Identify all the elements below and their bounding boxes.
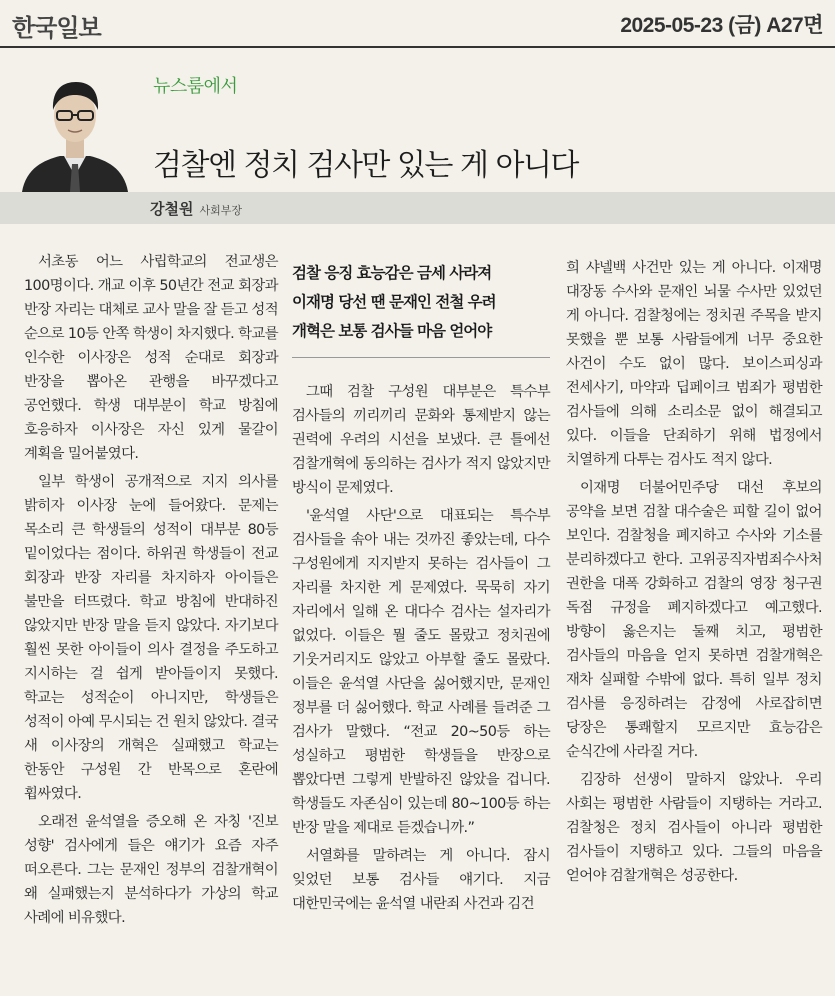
paragraph: 이재명 더불어민주당 대선 후보의 공약을 보면 검찰 대수술은 피할 길이 없어 보인다. 검찰청을 폐지하고 수사와 기소를 분리하겠다고 한다. 고위공직자범죄수사처 권한을 대폭 강화하고 검찰의 영장 청구권 독점 규정을 폐지하겠다고 예고했다. 방향이 옳은지는 둘째 치고, 평범한 검사들의 마음을 얻지 못하면 검찰개혁은 재차 실패할 수밖에 없다. 특히 일부 정치 검사를 응징하려는 감정에 사로잡히면 당장은 통쾌할지 모르지만 효능감은 순식간에 사라질 거다. xyxy=(566,480,822,760)
paragraph: 희 샤넬백 사건만 있는 게 아니다. 이재명 대장동 수사와 문재인 뇌물 수사만 있었던 게 아니다. 검찰청에는 정치권 주목을 받지 못했을 뿐 보통 사람들에게 너무 중요한 사건이 수도 없이 많다. 보이스피싱과 전세사기, 마약과 딥페이크 범죄가 평범한 검사들에 의해 소리소문 없이 해결되고 있다. 이들을 단죄하기 위해 법정에서 치열하게 다투는 검사도 적지 않다. xyxy=(566,260,822,468)
author-role: 사회부장 xyxy=(199,204,242,217)
paragraph: 일부 학생이 공개적으로 지지 의사를 밝히자 이사장 눈에 들어왔다. 문제는 목소리 큰 학생들의 성적이 대부분 80등 밑이었다는 점이다. 하위권 학생들이 전교 회장과 반장 자리를 차지하자 아이들은 불만을 터뜨렸다. 학교 방침에 반대하진 않았지만 반장 말을 듣지 않았다. 자기보다 훨씬 못한 아이들이 의사 결정을 주도하고 지시하는 걸 쉽게 받아들이지 못했다. 학교는 성적순이 아니지만, 학생들은 성적이 아예 무시되는 건 원치 않았다. 결국 새 이사장의 개혁은 실패했고 학교는 한동안 구성원 간 반목으로 혼란에 휩싸였다. xyxy=(24,474,278,802)
subheadline-line: 이재명 당선 땐 문재인 전철 우려 xyxy=(292,292,496,311)
article-column-2 xyxy=(292,258,550,920)
issue-date-page: 2025-05-23 (금) A27면 xyxy=(620,14,823,37)
subheadline xyxy=(292,258,550,358)
byline xyxy=(150,198,242,219)
header-divider xyxy=(0,46,835,48)
paragraph: 오래전 윤석열을 증오해 온 자칭 '진보 성향' 검사에게 들은 얘기가 요즘 자주 떠오른다. 그는 문재인 정부의 검찰개혁이 왜 실패했는지 분석하다가 가상의 학교 사례에 비유했다. xyxy=(24,814,278,926)
article-column-3 xyxy=(566,256,822,892)
paragraph: 서열화를 말하려는 게 아니다. 잠시 잊었던 보통 검사들 얘기다. 지금 대한민국에는 윤석열 내란죄 사건과 김건 xyxy=(292,848,550,912)
byline-bar xyxy=(0,192,835,224)
author-portrait xyxy=(20,64,130,192)
paragraph: '윤석열 사단'으로 대표되는 특수부 검사들을 솎아 내는 것까진 좋았는데, 다수 구성원에게 지지받지 못하는 검사들이 그 자리를 차지한 게 문제였다. 묵묵히 자기 자리에서 일해 온 대다수 검사는 설자리가 없었다. 이들은 뭘 줄도 몰랐고 정치권에 기웃거리지도 않았고 아부할 줄도 몰랐다. 이들은 윤석열 사단을 싫어했지만, 문재인 정부를 더 싫어했다. 학교 사례를 들려준 그 검사가 말했다. “전교 20~50등 하는 성실하고 평범한 학생들을 반장으로 뽑았다면 그렇게 반발하진 않았을 겁니다. 학생들도 자존심이 있는데 80~100등 하는 반장 말을 제대로 듣겠습니까.” xyxy=(292,508,550,836)
author-photo-icon xyxy=(20,64,130,192)
newspaper-logo: 한국일보 xyxy=(12,14,101,42)
author-name: 강철원 xyxy=(150,200,194,218)
masthead xyxy=(0,0,835,44)
article-body xyxy=(292,380,550,916)
paragraph: 서초동 어느 사립학교의 전교생은 100명이다. 개교 이후 50년간 전교 회장과 반장 자리는 대체로 교사 말을 잘 듣고 성적 순으로 10등 안쪽 학생이 차지했다. 학교를 인수한 이사장은 성적 순대로 회장과 반장을 뽑아온 관행을 바꾸겠다고 공언했다. 학생 대부분이 학교 방침에 호응하자 이사장은 자신 있게 물갈이 계획을 밀어붙였다. xyxy=(24,254,278,462)
article-column-1 xyxy=(24,250,278,934)
headline: 검찰엔 정치 검사만 있는 게 아니다 xyxy=(153,148,578,184)
paragraph: 김장하 선생이 말하지 않았나. 우리 사회는 평범한 사람들이 지탱하는 거라고. 검찰청은 정치 검사들이 아니라 평범한 검사들이 지탱하고 있다. 그들의 마음을 얻어야 검찰개혁은 성공한다. xyxy=(566,772,822,884)
column-label: 뉴스룸에서 xyxy=(153,76,238,97)
subheadline-line: 개혁은 보통 검사들 마음 얻어야 xyxy=(292,321,492,340)
subheadline-line: 검찰 응징 효능감은 금세 사라져 xyxy=(292,263,492,282)
paragraph: 그때 검찰 구성원 대부분은 특수부 검사들의 끼리끼리 문화와 통제받지 않는 권력에 우려의 시선을 보냈다. 큰 틀에선 검찰개혁에 동의하는 검사가 적지 않았지만 방식이 문제였다. xyxy=(292,384,550,496)
